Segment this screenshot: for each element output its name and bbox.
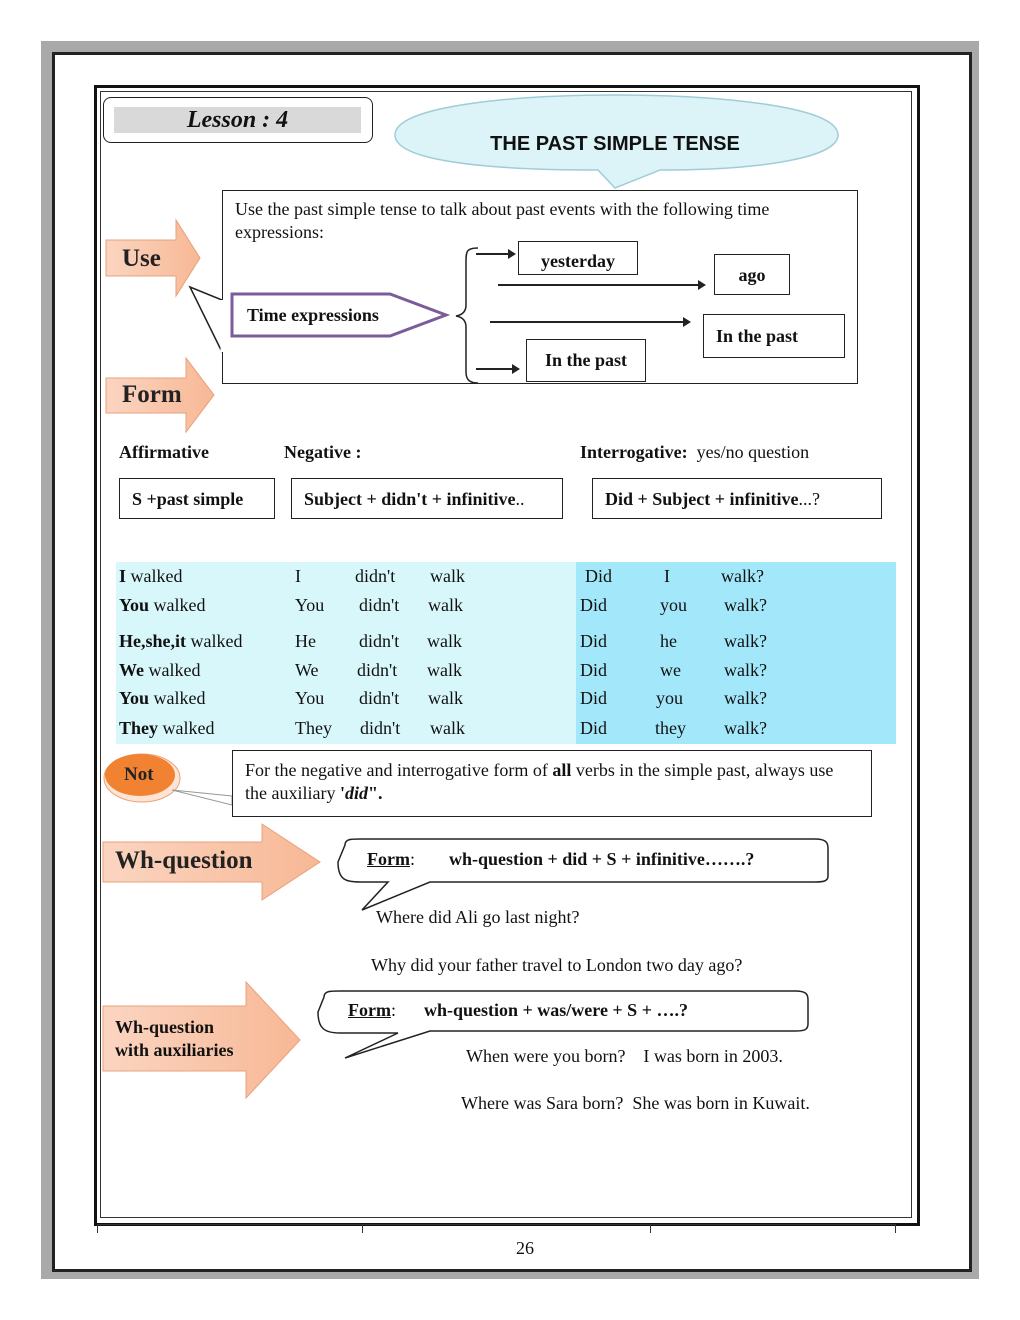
wh-aux-example-1: When were you born? I was born in 2003.	[466, 1046, 783, 1066]
affirmative-heading: Affirmative	[119, 442, 209, 462]
table-row: You walked You didn't walk Did you walk?	[119, 595, 767, 615]
time-expression-ago: ago	[714, 254, 790, 295]
note-label: Not	[124, 764, 154, 785]
wh-aux-label: Wh-question with auxiliaries	[115, 1017, 234, 1060]
lesson-title: THE PAST SIMPLE TENSE	[490, 133, 740, 155]
affirmative-rule-box: S +past simple	[119, 478, 275, 519]
use-description: Use the past simple tense to talk about past events with the following time expressions:	[235, 199, 770, 242]
footer-rule	[97, 1224, 895, 1225]
interrogative-heading: Interrogative: yes/no question	[580, 442, 810, 462]
table-row: They walked They didn't walk Did they walk?	[119, 718, 767, 738]
time-expression-in-the-past-2: In the past	[526, 339, 646, 382]
wh-aux-example-2: Where was Sara born? She was born in Kuwait.	[461, 1093, 810, 1113]
footer-tick	[362, 1224, 363, 1233]
page-number: 26	[516, 1238, 534, 1258]
interrogative-rule-box: Did + Subject + infinitive...?	[592, 478, 882, 519]
wh-question-form: Form: wh-question + did + S + infinitive…….?	[367, 849, 755, 869]
form-label: Form	[122, 381, 182, 408]
table-row: He,she,it walked He didn't walk Did he walk?	[119, 631, 767, 651]
footer-tick	[650, 1224, 651, 1233]
table-row: I walked I didn't walk Did I walk?	[119, 566, 764, 586]
negative-rule-box: Subject + didn't + infinitive..	[291, 478, 563, 519]
note-box: For the negative and interrogative form of all verbs in the simple past, always use the auxiliary 'did".	[232, 750, 872, 817]
table-row: You walked You didn't walk Did you walk?	[119, 688, 767, 708]
table-row: We walked We didn't walk Did we walk?	[119, 660, 767, 680]
time-expression-in-the-past-1: In the past	[703, 314, 845, 358]
negative-heading: Negative :	[284, 442, 362, 462]
time-expression-yesterday: yesterday	[518, 241, 638, 275]
wh-question-example-1: Where did Ali go last night?	[376, 907, 580, 927]
lesson-label: Lesson : 4	[114, 107, 361, 133]
wh-aux-form: Form: wh-question + was/were + S + ….?	[348, 1000, 688, 1020]
time-expressions-label: Time expressions	[247, 305, 379, 325]
use-label: Use	[122, 245, 161, 272]
footer-tick	[97, 1224, 98, 1233]
footer-tick	[895, 1224, 896, 1233]
wh-question-label: Wh-question	[115, 847, 253, 874]
wh-question-example-2: Why did your father travel to London two day ago?	[371, 955, 743, 975]
